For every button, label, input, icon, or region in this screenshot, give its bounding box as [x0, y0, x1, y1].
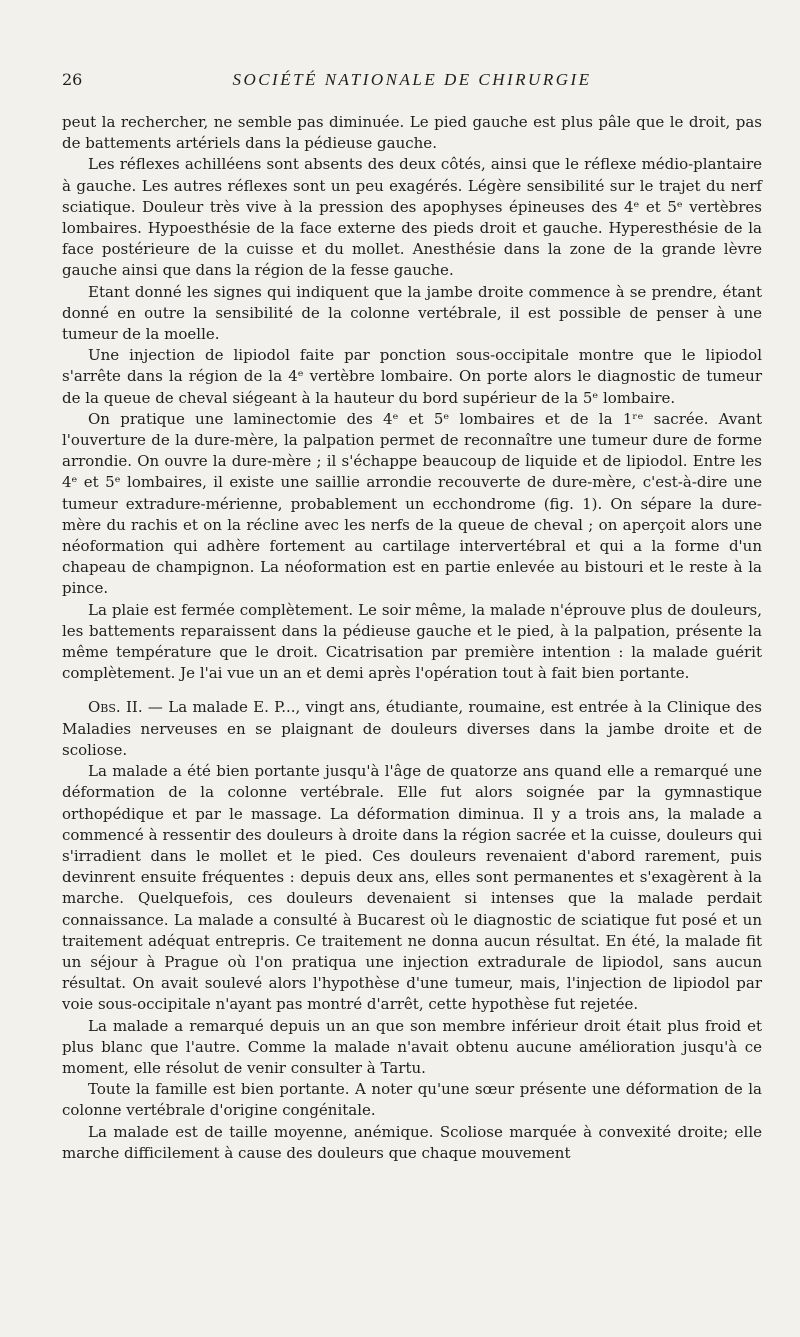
- paragraph: La malade est de taille moyenne, anémique. Scoliose marquée à convexité droite; elle marche difficilement à cause des douleurs que chaque mouvement: [62, 1122, 762, 1162]
- paragraph: Une injection de lipiodol faite par ponction sous-occipitale montre que le lipiodol s'arrête dans la région de la 4ᵉ vertèbre lombaire. On porte alors le diagnostic de tumeur de la queue de cheval siégeant à la hauteur du bord supérieur de la 5ᵉ lombaire.: [62, 346, 762, 407]
- observation-label: Obs. II.: [88, 698, 143, 717]
- observation-paragraph: [62, 697, 762, 761]
- paragraph: peut la rechercher, ne semble pas diminuée. Le pied gauche est plus pâle que le droit, pas de battements artériels dans la pédieuse gauche.: [62, 113, 762, 153]
- body-text: [62, 112, 762, 1164]
- page-number: 26: [62, 70, 83, 89]
- observation-text: — La malade E. P..., vingt ans, étudiante, roumaine, est entrée à la Clinique des Maladies nerveuses en se plaignant de douleurs diverses dans la jambe droite et de scoliose.: [62, 698, 763, 759]
- paragraph: Etant donné les signes qui indiquent que la jambe droite commence à se prendre, étant donné en outre la sensibilité de la colonne vertébrale, il est possible de penser à une tumeur de la moelle.: [62, 282, 762, 344]
- running-title: SOCIÉTÉ NATIONALE DE CHIRURGIE: [232, 70, 592, 89]
- paragraph: On pratique une laminectomie des 4ᵉ et 5ᵉ lombaires et de la 1ʳᵉ sacrée. Avant l'ouverture de la dure-mère, la palpation permet de reconnaître une tumeur dure de forme arrondie. On ouvre la dure-mère ; il s'échappe beaucoup de liquide et de lipiodol. Entre les 4ᵉ et 5ᵉ lombaires, il existe une saillie arrondie recouverte de dure-mère, c'est-à-dire une tumeur extradure-mérienne, probablement un ecchondrome (fig. 1). On sépare la dure-mère du rachis et on la récline avec les nerfs de la queue de cheval ; on aperçoit alors une néoformation qui adhère fortement au cartilage intervertébral et qui a la forme d'un chapeau de champignon. La néoformation est en partie enlevée au bistouri et le reste à la pince.: [62, 409, 762, 598]
- paragraph: La malade a été bien portante jusqu'à l'âge de quatorze ans quand elle a remarqué une déformation de la colonne vertébrale. Elle fut alors soignée par la gymnastique orthopédique et par le massage. La déformation diminua. Il y a trois ans, la malade a commencé à ressentir des douleurs à droite dans la région sacrée et la cuisse, douleurs qui s'irradient dans le mollet et le pied. Ces douleurs revenaient d'abord rarement, puis devinrent ensuite fréquentes : depuis deux ans, elles sont permanentes et s'exagèrent à la marche. Quelquefois, ces douleurs devenaient si intenses que la malade perdait connaissance. La malade a consulté à Bucarest où le diagnostic de sciatique fut posé et un traitement adéquat entrepris. Ce traitement ne donna aucun résultat. En été, la malade fit un séjour à Prague où l'on pratiqua une injection extradurale de lipiodol, sans aucun résultat. On avait soulevé alors l'hypothèse d'une tumeur, mais, l'injection de lipiodol par voie sous-occipitale n'ayant pas montré d'arrêt, cette hypothèse fut rejetée.: [62, 762, 762, 1014]
- paragraph: La malade a remarqué depuis un an que son membre inférieur droit était plus froid et plus blanc que l'autre. Comme la malade n'avait obtenu aucune amélioration jusqu'à ce moment, elle résolut de venir consulter à Tartu.: [62, 1016, 762, 1077]
- paragraph: La plaie est fermée complètement. Le soir même, la malade n'éprouve plus de douleurs, les battements reparaissent dans la pédieuse gauche et le pied, à la palpation, présente la même température que le droit. Cicatrisation par première intention : la malade guérit complètement. Je l'ai vue un an et demi après l'opération tout à fait bien portante.: [62, 600, 762, 683]
- paragraph: Toute la famille est bien portante. A noter qu'une sœur présente une déformation de la colonne vertébrale d'origine congénitale.: [62, 1080, 762, 1120]
- page-header: [62, 70, 762, 94]
- paragraph: Les réflexes achilléens sont absents des deux côtés, ainsi que le réflexe médio-plantaire à gauche. Les autres réflexes sont un peu exagérés. Légère sensibilité sur le trajet du nerf sciatique. Douleur très vive à la pression des apophyses épineuses des 4ᵉ et 5ᵉ vertèbres lombaires. Hypoesthésie de la face externe des pieds droit et gauche. Hyperesthésie de la face postérieure de la cuisse et du mollet. Anesthésie dans la zone de la grande lèvre gauche ainsi que dans la région de la fesse gauche.: [62, 155, 762, 280]
